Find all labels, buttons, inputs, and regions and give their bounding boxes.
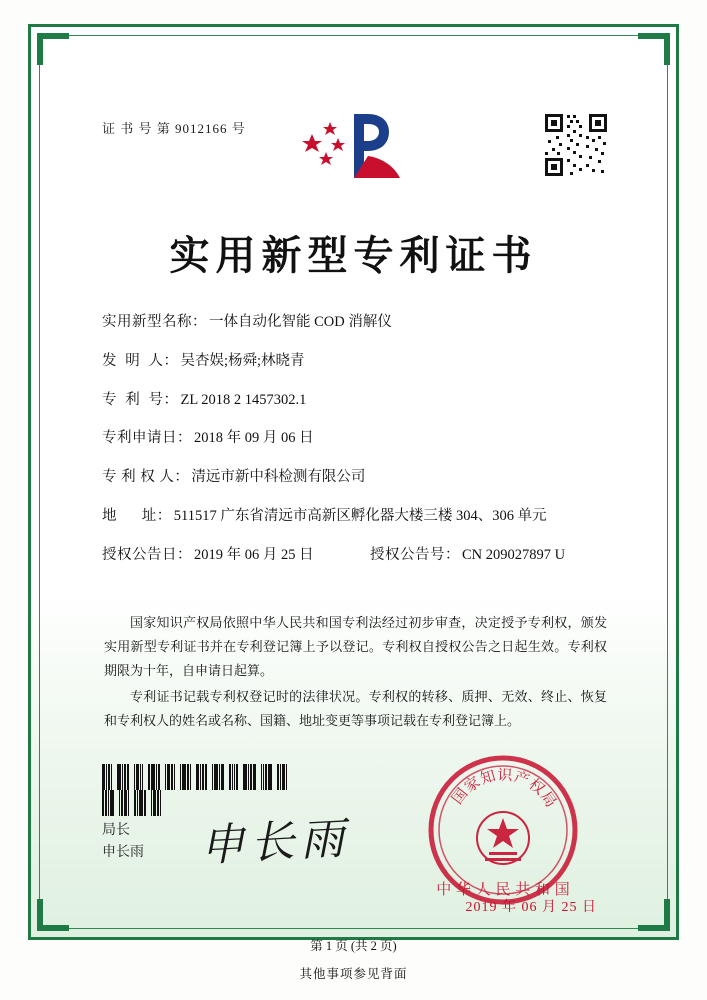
field-utility-model-name (102, 312, 609, 334)
certificate-inner-border (39, 35, 668, 953)
field-value: 吴杏娱;杨舜;林晓青 (180, 352, 305, 369)
field-label: 专 利 权 人： (102, 469, 190, 485)
paragraph: 国家知识产权局依照中华人民共和国专利法经过初步审查，决定授予专利权，颁发实用新型专利证书并在专利登记簿上予以登记。专利权自授权公告之日起生效。专利权期限为十年，自申请日起算。 (104, 616, 607, 680)
svg-text:局: 局 (536, 787, 561, 811)
grant-info-row (102, 545, 609, 567)
field-label: 授权公告号： (370, 546, 460, 563)
seal-date: 2019 年 06 月 25 日 (465, 900, 597, 915)
signature-block (102, 820, 144, 863)
paragraph: 专利证书记载专利权登记时的法律状况。专利权的转移、质押、无效、终止、恢复和专利权人的姓名或名称、国籍、地址变更等事项记载在专利登记簿上。 (104, 690, 607, 730)
svg-text:知: 知 (478, 766, 498, 788)
official-seal (427, 754, 579, 906)
field-label: 发 明 人： (102, 352, 179, 369)
field-value: 一体自动化智能 COD 消解仪 (209, 314, 392, 330)
field-patent-number (102, 390, 609, 412)
field-label: 专 利 号： (102, 391, 179, 408)
svg-text:家: 家 (460, 772, 484, 797)
field-value: 2019 年 06 月 25 日 (194, 546, 314, 563)
svg-text:权: 权 (525, 774, 549, 799)
field-address (102, 506, 609, 528)
qr-code-icon (543, 112, 609, 178)
legal-paragraphs (104, 612, 607, 736)
field-application-date (102, 428, 609, 450)
field-value: CN 209027897 U (462, 546, 566, 563)
svg-text:中 华 人 民 共 和 国: 中 华 人 民 共 和 国 (436, 880, 570, 898)
field-value: 511517 广东省清远市高新区孵化器大楼三楼 304、306 单元 (173, 507, 547, 524)
field-label: 授权公告日： (102, 546, 192, 563)
footer-note: 其他事项参见背面 (299, 967, 408, 981)
certificate-border (28, 24, 679, 953)
signer-name: 申长雨 (102, 844, 144, 860)
svg-text:识: 识 (497, 765, 513, 785)
field-label: 专利申请日： (102, 430, 192, 447)
corner-ornament-top-right (638, 33, 670, 65)
corner-ornament-top-left (37, 33, 69, 65)
svg-text:产: 产 (511, 767, 532, 790)
svg-text:国: 国 (447, 784, 472, 808)
corner-ornament-bottom-right (638, 899, 670, 931)
handwritten-signature: 申长雨 (199, 813, 352, 872)
field-value: 清远市新中科检测有限公司 (191, 469, 366, 485)
field-label: 地 址： (102, 507, 172, 524)
field-grant-date (102, 545, 370, 567)
certificate-content (80, 64, 627, 953)
corner-ornament-bottom-left (37, 899, 69, 931)
field-label: 实用新型名称： (102, 314, 207, 330)
field-value: ZL 2018 2 1457302.1 (180, 391, 307, 408)
field-inventors (102, 351, 609, 373)
certificate-number: 证 书 号 第 9012166 号 (102, 121, 246, 136)
cnipa-emblem-icon (294, 106, 414, 192)
signer-role: 局长 (102, 823, 130, 838)
barcode (102, 764, 292, 790)
field-patentee (102, 467, 609, 489)
page-title: 实用新型专利证书 (169, 232, 538, 279)
patent-fields (102, 312, 609, 578)
field-value: 2018 年 09 月 06 日 (194, 430, 314, 447)
field-grant-number (370, 545, 609, 567)
page-number: 第 1 页 (共 2 页) (310, 939, 397, 953)
